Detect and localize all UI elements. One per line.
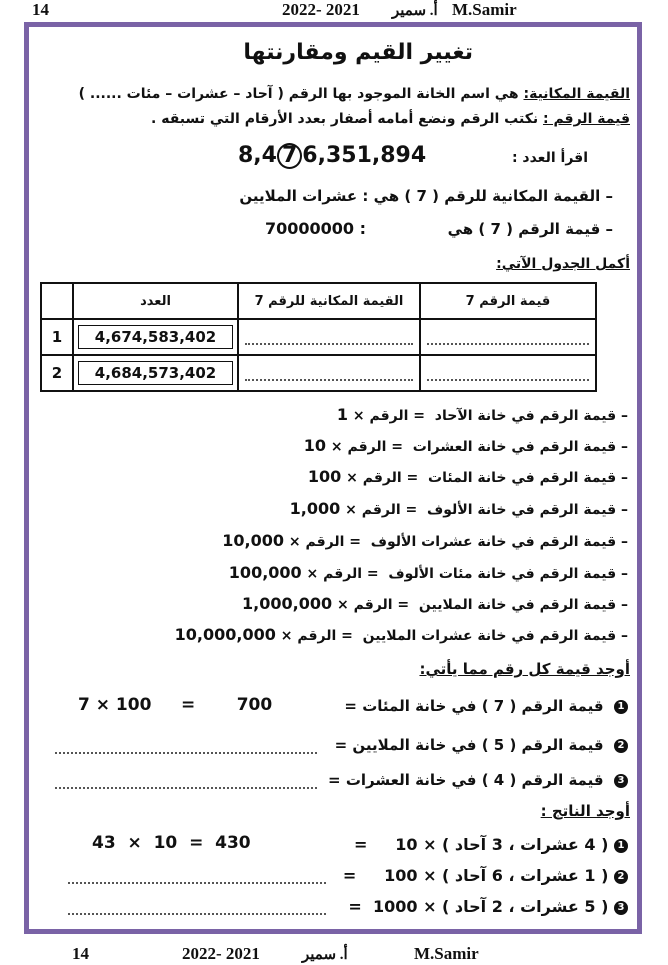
definition-term: قيمة الرقم : (542, 111, 630, 127)
definition-digit-value (151, 111, 630, 127)
rule-label: – قيمة الرقم في خانة المئات (428, 470, 628, 486)
row-number-value: 4,674,583,402 (78, 325, 233, 349)
table-header-digit-value: قيمة الرقم 7 (420, 283, 596, 319)
definition-place-value (79, 86, 630, 102)
find-value-answer (78, 695, 272, 715)
find-values-heading: أوجد قيمة كل رقم مما يأتي: (419, 660, 630, 678)
example-prompt: اقرأ العدد : (511, 150, 588, 166)
table-row (41, 355, 596, 391)
find-result-eq: = (353, 835, 368, 854)
definition-term: القيمة المكانية: (523, 86, 630, 102)
example-line-value-number: 70000000 : (265, 219, 367, 238)
example-number-after: 6,351,894 (302, 143, 427, 168)
find-result-eq: = (348, 897, 362, 916)
row-number (73, 355, 238, 391)
row-number-value: 4,684,573,402 (78, 361, 233, 385)
find-value-answer-line[interactable] (55, 752, 317, 754)
row-index: 2 (41, 355, 73, 391)
rule-mult: 1 (336, 405, 349, 424)
row-place-value-answer[interactable] (238, 355, 420, 391)
table-row (41, 319, 596, 355)
rule-ten-millions (175, 625, 628, 644)
find-value-answer-line[interactable] (55, 787, 317, 789)
rule-label: – قيمة الرقم في خانة العشرات (412, 439, 628, 455)
circled-digit: 7 (277, 143, 302, 169)
page-title: تغيير القيم ومقارنتها (243, 40, 473, 65)
example-line-value: : عشرات الملايين (239, 187, 369, 205)
find-results-heading: أوجد الناتج : (540, 802, 630, 820)
row-place-value-answer[interactable] (238, 319, 420, 355)
rule-hundreds (308, 467, 628, 486)
header-teacher-en: M.Samir (452, 0, 517, 19)
answer-eq: = (181, 695, 196, 715)
number-marker: 1 (614, 839, 628, 853)
find-result-eq: = (342, 866, 357, 885)
number-marker: 2 (614, 870, 628, 884)
rule-eq: = الرقم × (306, 566, 379, 582)
rule-ten-thousands (222, 531, 628, 550)
number-marker: 1 (614, 700, 628, 714)
example-number-before: 8,4 (238, 143, 277, 168)
find-result-expr: ( 4 عشرات ، 3 آحاد ) × 10 (395, 835, 609, 854)
values-table (40, 282, 597, 392)
rule-mult: 10,000,000 (174, 625, 276, 644)
rule-mult: 100,000 (228, 563, 302, 582)
answer-calc: 7 × 100 (78, 695, 152, 715)
rule-hundred-thousands (229, 563, 628, 582)
find-result-answer-line[interactable] (68, 882, 326, 884)
find-value-text: قيمة الرقم ( 4 ) في خانة العشرات = (328, 771, 604, 789)
find-result-expr: ( 1 عشرات ، 6 آحاد ) × 100 (384, 866, 609, 885)
table-header-row (41, 283, 596, 319)
header-page-number: 14 (32, 0, 49, 19)
row-number (73, 319, 238, 355)
number-marker: 3 (614, 774, 628, 788)
number-marker: 3 (614, 901, 628, 915)
find-result-expr: ( 5 عشرات ، 2 آحاد ) × 1000 (372, 897, 609, 916)
find-result-answer: 43 × 10 = 430 (92, 833, 251, 853)
rule-eq: = الرقم × (330, 439, 403, 455)
rule-mult: 1,000 (289, 499, 341, 518)
rule-eq: = الرقم × (337, 597, 410, 613)
find-value-item (335, 736, 628, 754)
rule-mult: 100 (307, 467, 342, 486)
header-teacher-ar: أ. سمير (392, 3, 438, 19)
answer-result: 700 (236, 695, 273, 715)
find-result-item (354, 835, 628, 854)
rule-ones (337, 405, 628, 424)
definition-text: هي اسم الخانة الموجود بها الرقم ( آحاد – عشرات – مئات ...... ) (78, 86, 524, 102)
find-value-text: قيمة الرقم ( 5 ) في خانة الملايين = (334, 736, 604, 754)
header-years: 2022- 2021 (282, 0, 360, 19)
rule-millions (242, 594, 628, 613)
find-result-item (348, 897, 628, 916)
find-result-item (343, 866, 628, 885)
rule-mult: 1,000,000 (242, 594, 333, 613)
rule-label: – قيمة الرقم في خانة الآحاد (434, 408, 628, 424)
find-value-text: قيمة الرقم ( 7 ) في خانة المئات = (344, 697, 604, 715)
rule-eq: = الرقم × (280, 628, 353, 644)
rule-eq: = الرقم × (288, 534, 361, 550)
rule-mult: 10,000 (222, 531, 284, 550)
example-line-digit-value: – قيمة الرقم ( 7 ) هي (447, 220, 613, 238)
rule-eq: = الرقم × (345, 502, 418, 518)
example-line-place-value: – القيمة المكانية للرقم ( 7 ) هي : عشرات الملايين (239, 187, 613, 205)
example-line-label: القيمة المكانية للرقم ( 7 ) هي (373, 187, 601, 205)
rule-label: – قيمة الرقم في خانة الملايين (418, 597, 628, 613)
table-header-place-value: القيمة المكانية للرقم 7 (238, 283, 420, 319)
find-value-item (344, 697, 628, 715)
footer-teacher-ar: أ. سمير (302, 947, 348, 963)
table-heading: أكمل الجدول الآتي: (496, 256, 630, 272)
table-header-blank (41, 283, 73, 319)
rule-tens (304, 436, 628, 455)
rule-eq: = الرقم × (352, 408, 426, 424)
rule-eq: = الرقم × (346, 470, 419, 486)
definition-text: نكتب الرقم ونضع أمامه أصفار بعدد الأرقام التي تسبقه . (151, 111, 543, 127)
find-result-answer-line[interactable] (68, 913, 326, 915)
footer-years: 2022- 2021 (182, 944, 260, 963)
footer-page-number: 14 (72, 944, 89, 963)
rule-label: – قيمة الرقم في خانة عشرات الملايين (362, 628, 628, 644)
rule-label: – قيمة الرقم في خانة عشرات الألوف (370, 534, 628, 550)
row-index: 1 (41, 319, 73, 355)
row-digit-value-answer[interactable] (420, 319, 596, 355)
footer-teacher-en: M.Samir (414, 944, 479, 963)
rule-label: – قيمة الرقم في خانة الألوف (427, 502, 628, 518)
rule-label: – قيمة الرقم في خانة مئات الألوف (388, 566, 628, 582)
find-value-item (328, 771, 628, 789)
example-number (238, 143, 426, 169)
number-marker: 2 (614, 739, 628, 753)
table-header-number: العدد (73, 283, 238, 319)
example-line-label: قيمة الرقم ( 7 ) هي (447, 220, 601, 238)
row-digit-value-answer[interactable] (420, 355, 596, 391)
rule-mult: 10 (303, 436, 326, 455)
rule-thousands (290, 499, 628, 518)
